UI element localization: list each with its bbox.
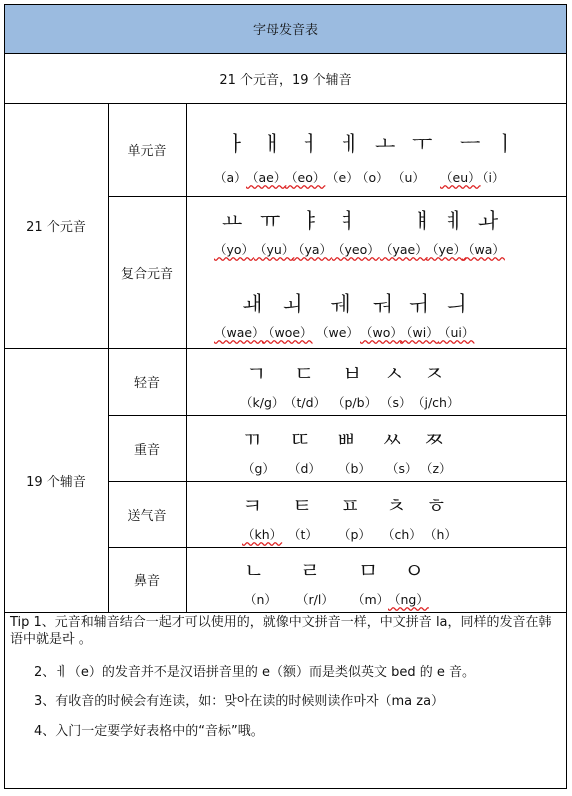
jamo-4: ㅗ [375, 132, 396, 156]
tense-consonant-romanization [190, 459, 560, 477]
nasal-consonant-letters [190, 555, 560, 583]
jamo-4: ㅈ [424, 362, 445, 386]
jamo-2: ㅞ [330, 292, 351, 316]
compound-letters-row1 [190, 205, 560, 233]
roman-3: （wo） [360, 325, 403, 340]
jamo-1: ㅠ [260, 209, 281, 233]
roman-4: （z） [420, 461, 452, 476]
jamo-2: ㅃ [336, 428, 357, 452]
jamo-6: ㅘ [478, 209, 499, 233]
jamo-1: ㅐ [262, 132, 283, 156]
jamo-1: ㄷ [294, 362, 315, 386]
monophthongs-label: 单元音 [127, 144, 167, 159]
roman-0: （n） [244, 592, 277, 607]
jamo-0: ㅋ [242, 494, 263, 518]
roman-2: （p/b） [332, 395, 378, 410]
plain-consonant-letters [190, 358, 560, 386]
jamo-6: ㅡ [460, 132, 481, 156]
compound-letters-row2 [190, 288, 560, 316]
roman-4: （wi） [400, 325, 439, 340]
roman-1: （r/l） [296, 592, 334, 607]
jamo-2: ㅓ [300, 132, 321, 156]
jamo-1: ㅌ [292, 494, 313, 518]
jamo-3: ㅝ [372, 292, 393, 316]
jamo-1: ㄹ [300, 559, 321, 583]
roman-4: （o） [356, 170, 389, 185]
compound-vowels-label: 复合元音 [120, 266, 173, 282]
jamo-7: ㅣ [495, 132, 516, 156]
roman-1: （t/d） [284, 395, 327, 410]
jamo-3: ㅅ [384, 362, 405, 386]
roman-5: （ye） [426, 242, 467, 257]
roman-1: （yu） [254, 242, 295, 257]
grid-line [566, 4, 567, 789]
roman-0: （kh） [242, 527, 283, 542]
jamo-5: ㅜ [412, 132, 433, 156]
roman-6: （eu） [440, 170, 481, 185]
nasal-consonants-label: 鼻音 [133, 574, 160, 589]
aspirated-consonant-romanization [190, 525, 560, 543]
jamo-0: ㅛ [222, 209, 243, 233]
roman-3: （s） [386, 461, 418, 476]
nasal-consonant-romanization [190, 590, 560, 608]
roman-4: （j/ch） [412, 395, 460, 410]
roman-0: （yo） [214, 242, 255, 257]
roman-0: （a） [214, 170, 247, 185]
grid-line [4, 4, 567, 5]
tense-consonants-label: 重音 [133, 442, 160, 458]
tip-2: 2、ㅔ（e）的发音并不是汉语拼音里的 e（额）而是类似英文 bed 的 e 音。 [34, 665, 475, 680]
roman-1: （d） [288, 461, 321, 476]
roman-1: （woe） [262, 325, 313, 340]
roman-2: （eo） [285, 170, 326, 185]
jamo-2: ㅍ [340, 494, 361, 518]
jamo-0: ㅏ [226, 132, 247, 156]
tip-4: 4、入门一定要学好表格中的“音标”哦。 [34, 724, 264, 739]
roman-0: （g） [242, 461, 275, 476]
table-title: 字母发音表 [4, 4, 567, 53]
jamo-3: ㅔ [340, 132, 361, 156]
roman-0: （wae） [214, 325, 265, 340]
roman-3: （e） [326, 170, 359, 185]
roman-0: （k/g） [240, 395, 285, 410]
roman-3: （ch） [382, 527, 422, 542]
grid-line [4, 612, 567, 613]
roman-4: （yae） [380, 242, 428, 257]
roman-7: （i） [476, 170, 505, 185]
roman-2: （ya） [292, 242, 333, 257]
roman-2: （b） [338, 461, 371, 476]
jamo-4: ㅉ [424, 428, 445, 452]
roman-4: （h） [424, 527, 457, 542]
roman-6: （wa） [462, 242, 505, 257]
tip-3: 3、有收音的时候会有连读，如：맞아在读的时候则读作마자（ma za） [34, 694, 445, 709]
jamo-4: ㅟ [408, 292, 429, 316]
jamo-3: ㅇ [404, 559, 425, 583]
roman-3: （ng） [388, 592, 429, 607]
jamo-4: ㅎ [426, 494, 447, 518]
roman-5: （ui） [438, 325, 475, 340]
compound-romanization-row2 [190, 323, 560, 341]
plain-consonant-romanization [190, 393, 560, 411]
jamo-1: ㄸ [290, 428, 311, 452]
grid-line [4, 53, 567, 54]
jamo-0: ㅙ [242, 292, 263, 316]
jamo-2: ㅂ [342, 362, 363, 386]
jamo-0: ㄱ [246, 362, 267, 386]
jamo-5: ㅖ [444, 209, 465, 233]
jamo-3: ㅆ [382, 428, 403, 452]
jamo-0: ㄲ [242, 428, 263, 452]
aspirated-consonant-letters [190, 490, 560, 518]
jamo-4: ㅒ [412, 209, 433, 233]
tip-1: Tip 1、元音和辅音结合一起才可以使用的，就像中文拼音一样，中文拼音 la，同样的发音在韩语中就是라 。 [10, 615, 552, 647]
roman-3: （yeo） [332, 242, 380, 257]
tense-consonant-letters [190, 424, 560, 452]
vowels-label: 21 个元音 [26, 220, 86, 235]
jamo-1: ㅚ [282, 292, 303, 316]
jamo-5: ㅢ [446, 292, 467, 316]
roman-5: （u） [392, 170, 425, 185]
monophthong-letters [190, 128, 560, 156]
roman-1: （ae） [246, 170, 287, 185]
consonants-label: 19 个辅音 [26, 474, 86, 490]
roman-3: （s） [380, 395, 412, 410]
aspirated-consonants-label: 送气音 [127, 508, 167, 524]
plain-consonants-label: 轻音 [133, 376, 160, 391]
jamo-0: ㄴ [244, 559, 265, 583]
monophthong-romanization [190, 168, 560, 186]
grid-line [186, 103, 187, 612]
jamo-3: ㅊ [386, 494, 407, 518]
jamo-2: ㅑ [300, 209, 321, 233]
compound-romanization-row1 [190, 240, 560, 258]
roman-1: （t） [288, 527, 318, 542]
summary-row: 21 个元音，19 个辅音 [219, 72, 352, 88]
grid-line [4, 788, 567, 789]
jamo-2: ㅁ [358, 559, 379, 583]
jamo-3: ㅕ [338, 209, 359, 233]
roman-2: （p） [338, 527, 371, 542]
roman-2: （we） [316, 325, 359, 340]
roman-2: （m） [352, 592, 390, 607]
